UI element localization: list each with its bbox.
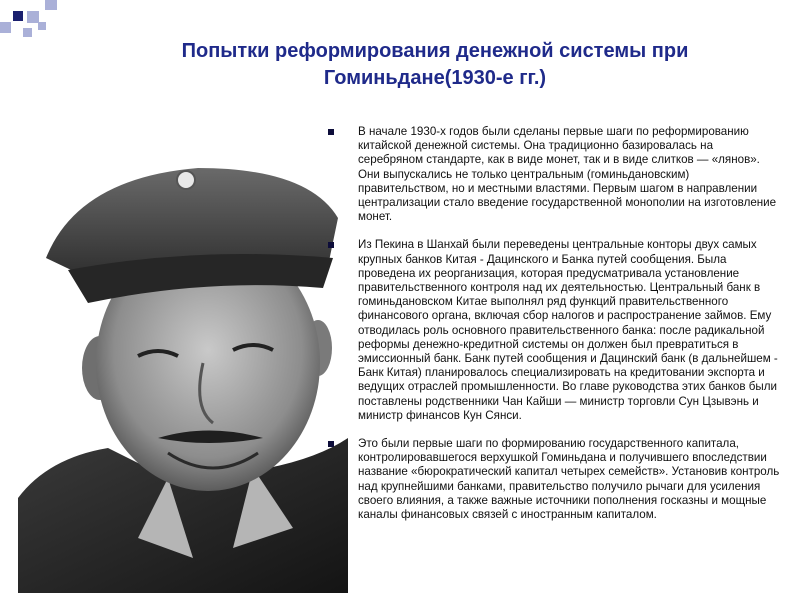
bullet-text: Это были первые шаги по формированию государственного капитала, контролировавшегося верхушкой Гоминьдана и получившего впоследствии название «бюрократический капитал четырех семейств». Установив контроль над крупнейшими банками, правительство получило рычаги для усиления своего влияния, а также важные источники пополнения госказны и мощные каналы финансовых связей с иностранным капиталом. — [358, 437, 780, 522]
deco-square — [38, 22, 46, 30]
portrait-illustration — [18, 138, 348, 593]
decorative-corner-squares — [0, 0, 70, 50]
deco-square — [13, 11, 23, 21]
deco-square — [45, 0, 57, 10]
slide-content — [325, 125, 780, 536]
square-bullet-icon — [328, 242, 334, 248]
bullet-text: В начале 1930-х годов были сделаны первые шаги по реформированию китайской денежной системы. Она традиционно базировалась на серебряном стандарте, как в виде монет, так и в виде слитков — «лянов». Они выпускались не только центральным (гоминьдановским) правительством, но и местными властями. Первым шагом в направлении централизации стало введение государственной монополии на изготовление монет. — [358, 125, 777, 224]
bullet-item — [325, 437, 780, 522]
square-bullet-icon — [328, 129, 334, 135]
deco-square — [0, 22, 11, 33]
bullet-item — [325, 238, 780, 423]
bullet-text: Из Пекина в Шанхай были переведены центральные конторы двух самых крупных банков Китая - Дацинского и Банка путей сообщения. Была проведена их реорганизация, которая предусматривала установление правительственного контроля над их деятельностью. Центральный банк в гоминьдановском Китае выполнял ряд функций правительственного финансового органа, включая сбор налогов и распространение займов. Ему отводилась роль основного правительственного банка: после радикальной реформы денежно-кредитной системы он должен был превратиться в эмиссионный банк. Банк путей сообщения и Дацинский банк (в дальнейшем - Банк Китая) планировалось специализировать на кредитовании экспорта и ведущих отраслей промышленности. Во главе руководства этих банков были поставлены родственники Чан Кайши — министр торговли Сун Цзывэнь и министр финансов Кун Сянси. — [358, 238, 778, 422]
cap-badge-icon — [177, 171, 195, 189]
portrait-photo — [18, 138, 348, 593]
square-bullet-icon — [328, 441, 334, 447]
deco-square — [23, 28, 32, 37]
bullet-item — [325, 125, 780, 224]
slide-title: Попытки реформирования денежной системы при Гоминьдане(1930-е гг.) — [181, 40, 689, 89]
